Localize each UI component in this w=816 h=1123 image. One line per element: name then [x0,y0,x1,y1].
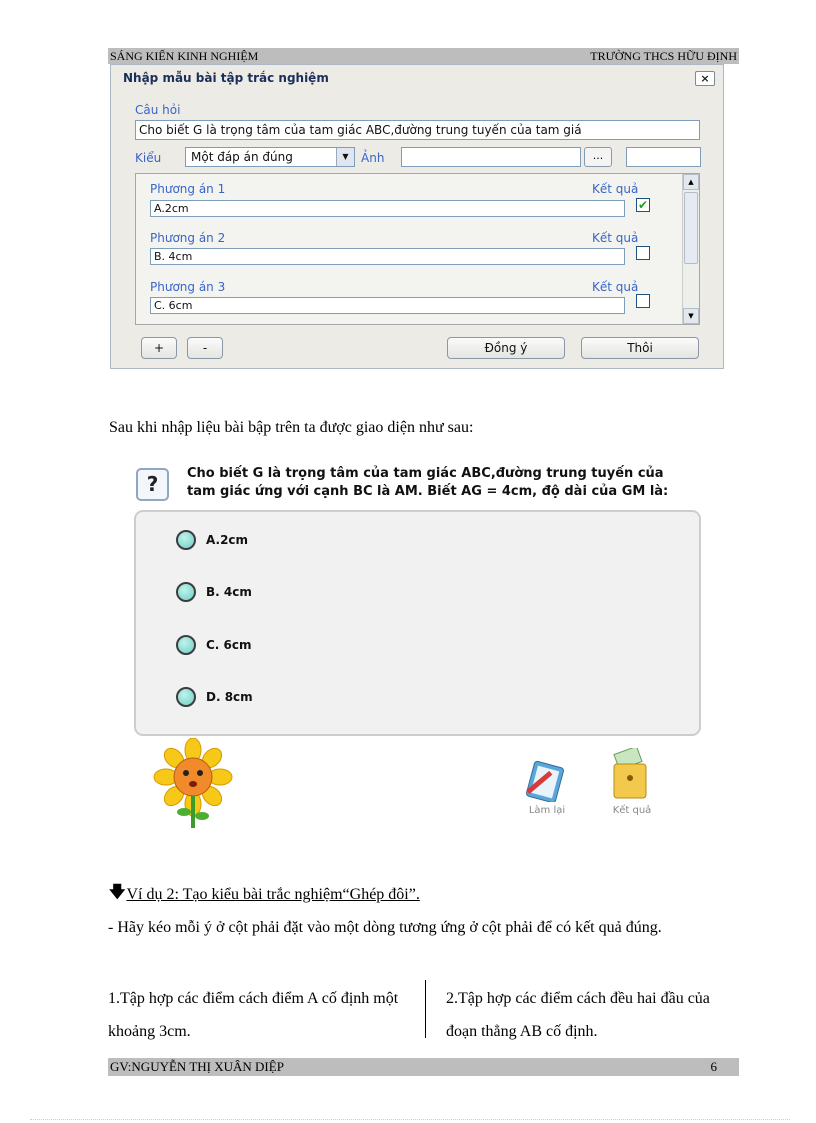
type-select-value: Một đáp án đúng [191,150,293,164]
question-icon: ? [136,468,169,501]
option-3-result-label: Kết quả [592,280,639,294]
option-3-input[interactable]: C. 6cm [150,297,625,314]
option-1-label: Phương án 1 [150,182,226,196]
chevron-down-icon[interactable]: ▼ [336,148,354,166]
quiz-question-line-1: Cho biết G là trọng tâm của tam giác ABC,đường trung tuyến của [187,466,664,481]
answer-label: D. 8cm [206,690,253,704]
answers-panel [134,510,701,736]
redo-label[interactable]: Làm lại [528,805,566,816]
image-path-input[interactable] [401,147,581,167]
page-footer [108,1058,739,1076]
radio-button[interactable] [176,582,196,602]
footer-author: GV:NGUYỄN THỊ XUÂN DIỆP [110,1059,284,1074]
match-left-item[interactable]: 1.Tập hợp các điểm cách điểm A cố định một khoảng 3cm. [108,990,399,1040]
answer-option-a[interactable] [176,530,248,550]
question-label: Câu hỏi [135,103,181,117]
extra-input[interactable] [626,147,701,167]
check-icon: ✔ [637,198,649,212]
intro-paragraph: Sau khi nhập liệu bài bập trên ta được giao diện như sau: [109,419,474,436]
answer-option-d[interactable] [176,687,253,707]
answer-label: A.2cm [206,533,249,547]
answer-option-c[interactable] [176,635,252,655]
options-scrollbar[interactable] [682,174,699,324]
answer-option-b[interactable] [176,582,252,602]
quiz-question-line-2: tam giác ứng với cạnh BC là AM. Biết AG = 4cm, độ dài của GM là: [187,484,669,499]
option-1-result-label: Kết quả [592,182,639,196]
dialog-title: Nhập mẫu bài tập trắc nghiệm [123,71,329,85]
scroll-thumb[interactable] [684,192,698,264]
result-icon[interactable] [608,748,656,802]
radio-button[interactable] [176,687,196,707]
redo-icon[interactable] [522,758,572,802]
header-right: TRƯỜNG THCS HỮU ĐỊNH [590,49,737,63]
example-heading-text: Ví dụ 2: Tạo kiểu bài trắc nghiệm“Ghép đôi”. [126,885,420,903]
option-1-checkbox[interactable] [636,198,650,212]
page-header [108,48,739,64]
column-divider [425,980,426,1038]
sunflower-mascot-icon [152,738,234,830]
remove-option-button[interactable]: - [187,337,223,359]
close-button[interactable]: × [695,71,715,86]
radio-button[interactable] [176,635,196,655]
option-2-label: Phương án 2 [150,231,226,245]
option-2-input[interactable]: B. 4cm [150,248,625,265]
instruction-paragraph: - Hãy kéo mỗi ý ở cột phải đặt vào một dòng tương ứng ở cột phải để có kết quả đúng. [108,919,662,936]
option-2-checkbox[interactable] [636,246,650,260]
page-edge-divider [30,1119,790,1120]
option-3-label: Phương án 3 [150,280,226,294]
type-select[interactable] [185,147,355,167]
question-input[interactable]: Cho biết G là trọng tâm của tam giác ABC,đường trung tuyến của tam giá [135,120,700,140]
cancel-button[interactable]: Thôi [581,337,699,359]
ok-button[interactable]: Đồng ý [447,337,565,359]
result-label[interactable]: Kết quả [612,805,652,816]
scroll-down-icon[interactable]: ▼ [683,308,699,324]
option-2-result-label: Kết quả [592,231,639,245]
radio-button[interactable] [176,530,196,550]
answer-label: B. 4cm [206,585,252,599]
answer-label: C. 6cm [206,638,252,652]
example-heading [109,881,420,908]
page-number: 6 [710,1059,717,1074]
quiz-entry-dialog [110,64,724,369]
image-label: Ảnh [361,151,385,165]
scroll-up-icon[interactable]: ▲ [683,174,699,190]
quiz-question [187,465,687,501]
option-1-input[interactable]: A.2cm [150,200,625,217]
header-left: SÁNG KIẾN KINH NGHIỆM [110,49,259,63]
arrow-down-icon: 🡇 [109,884,126,901]
options-list [135,173,700,325]
add-option-button[interactable]: + [141,337,177,359]
option-3-checkbox[interactable] [636,294,650,308]
match-right-item[interactable]: 2.Tập hợp các điểm cách đều hai đầu của đoạn thẳng AB cố định. [446,990,710,1040]
type-label: Kiểu [135,151,162,165]
browse-button[interactable]: ... [584,147,612,167]
